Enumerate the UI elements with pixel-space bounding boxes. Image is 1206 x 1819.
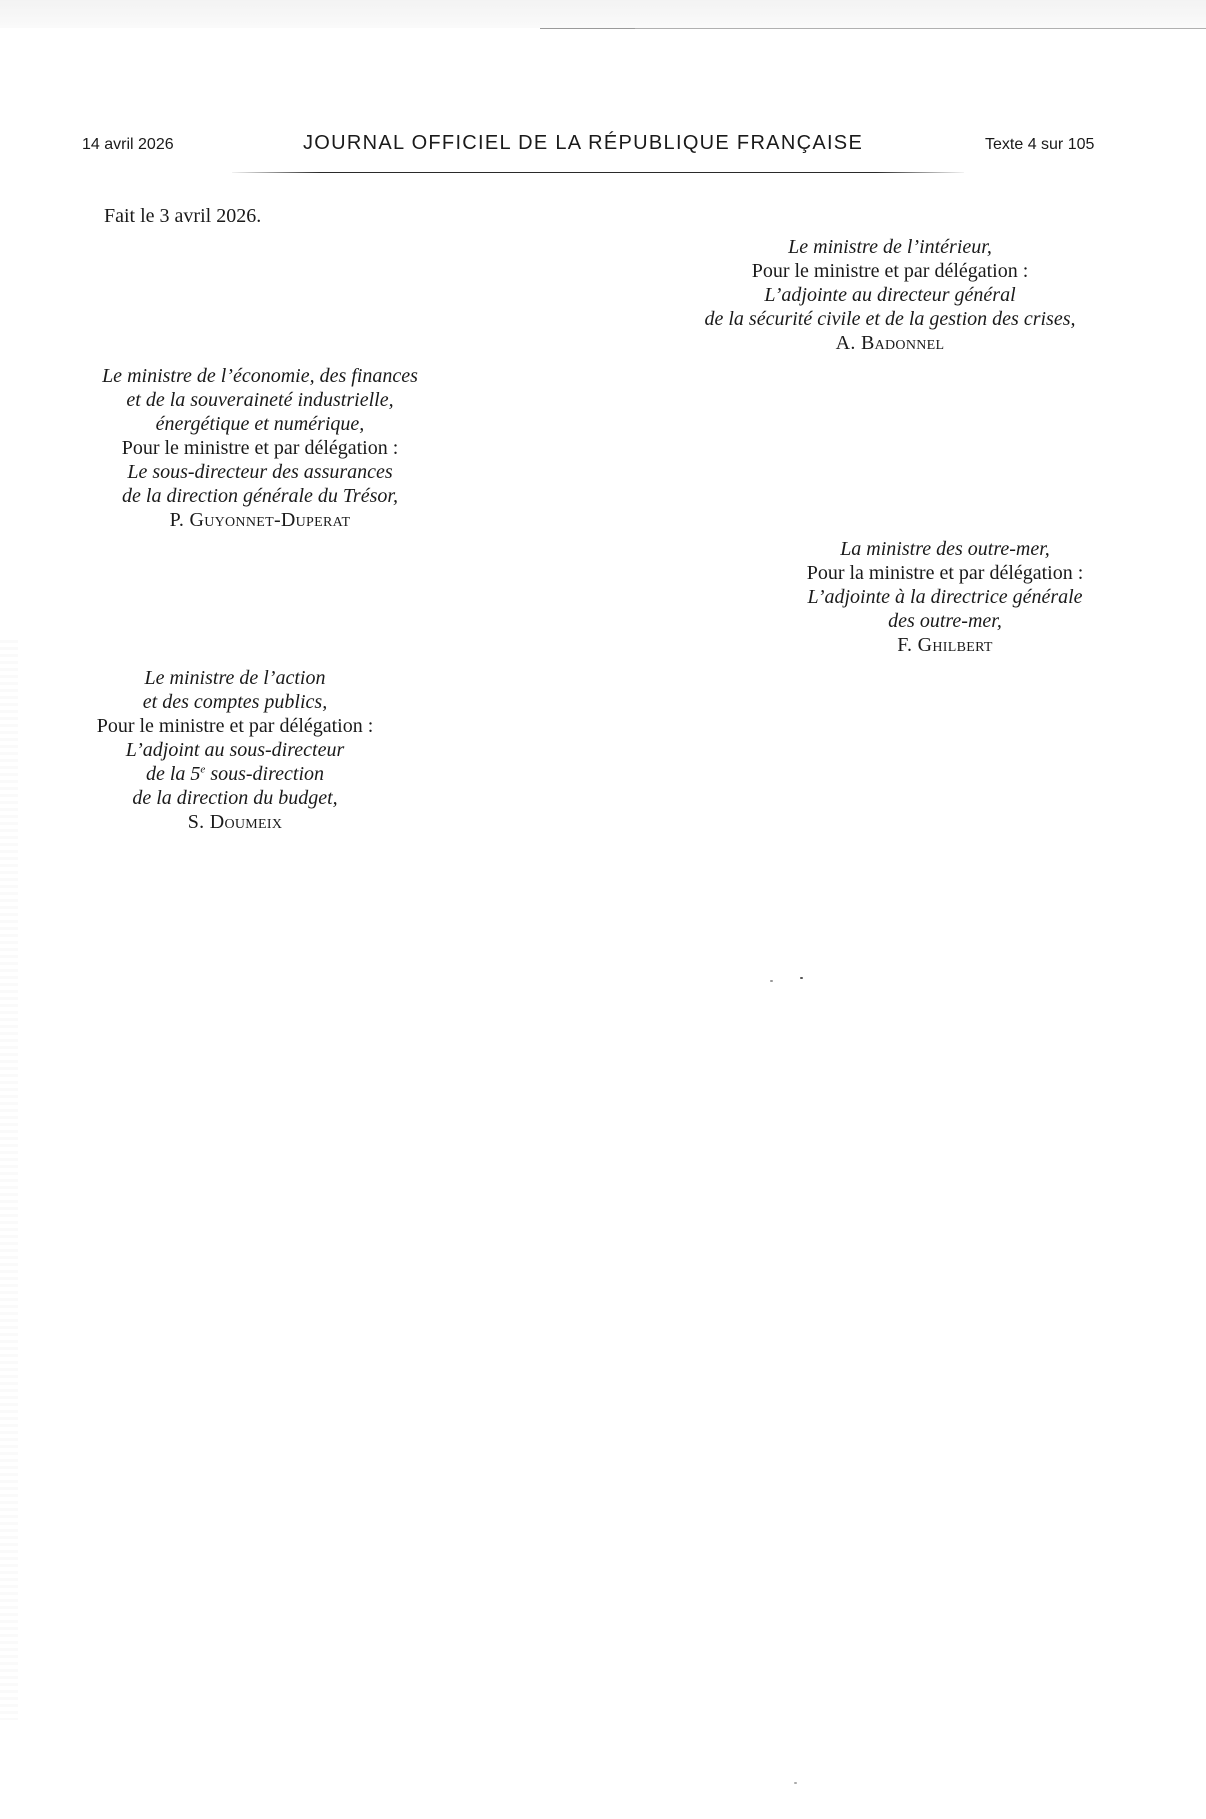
signatory-role: Le sous-directeur des assurances [127, 461, 393, 483]
signatory-role: L’adjoint au sous-directeur [125, 739, 345, 761]
minister-title: Le ministre de l’intérieur, [788, 236, 992, 258]
fait-le-date: Fait le 3 avril 2026. [104, 205, 262, 227]
delegation-line: Pour le ministre et par délégation : [96, 715, 374, 737]
signatory-name: P. Guyonnet-Duperat [169, 509, 351, 531]
delegation-line: Pour le ministre et par délégation : [121, 437, 399, 459]
minister-title: énergétique et numérique, [155, 413, 365, 435]
signatory-name: A. Badonnel [835, 332, 945, 354]
scan-margin-texture [0, 640, 18, 1720]
minister-title: Le ministre de l’économie, des finances [102, 365, 418, 387]
superscript: e [200, 763, 206, 776]
header-page-number: Texte 4 sur 105 [985, 136, 1095, 153]
scan-speck [794, 1782, 797, 1784]
journal-header [0, 132, 1206, 158]
signatory-role: de la sécurité civile et de la gestion des crises, [704, 308, 1076, 330]
minister-title: La ministre des outre-mer, [840, 538, 1050, 560]
signatory-name: F. Ghilbert [897, 634, 993, 656]
minister-title: et de la souveraineté industrielle, [126, 389, 394, 411]
signatory-role: de la direction générale du Trésor, [122, 485, 398, 507]
scan-speck [770, 980, 773, 982]
signature-interieur [660, 235, 1120, 355]
signatory-role: L’adjointe au directeur général [764, 284, 1016, 306]
signature-outre-mer [770, 537, 1120, 657]
scan-top-edge [0, 0, 1206, 28]
minister-title: Le ministre de l’action [144, 667, 326, 689]
signature-economie [60, 364, 460, 532]
header-title: JOURNAL OFFICIEL DE LA RÉPUBLIQUE FRANÇAISE [303, 132, 864, 154]
signatory-role: des outre-mer, [888, 610, 1002, 632]
delegation-line: Pour la ministre et par délégation : [806, 562, 1084, 584]
minister-title: et des comptes publics, [142, 691, 328, 713]
scan-speck [800, 977, 803, 979]
role-text: sous-direction [205, 763, 325, 785]
header-date: 14 avril 2026 [82, 136, 174, 153]
signature-action-comptes-publics [60, 666, 410, 834]
signatory-name: S. Doumeix [187, 811, 283, 833]
delegation-line: Pour le ministre et par délégation : [751, 260, 1029, 282]
role-text: de la 5 [145, 763, 201, 785]
scan-top-rule [635, 28, 1206, 29]
signatory-role: de la direction du budget, [132, 787, 338, 809]
header-divider [232, 172, 964, 173]
signatory-role [60, 762, 410, 786]
signatory-role: L’adjointe à la directrice générale [807, 586, 1083, 608]
